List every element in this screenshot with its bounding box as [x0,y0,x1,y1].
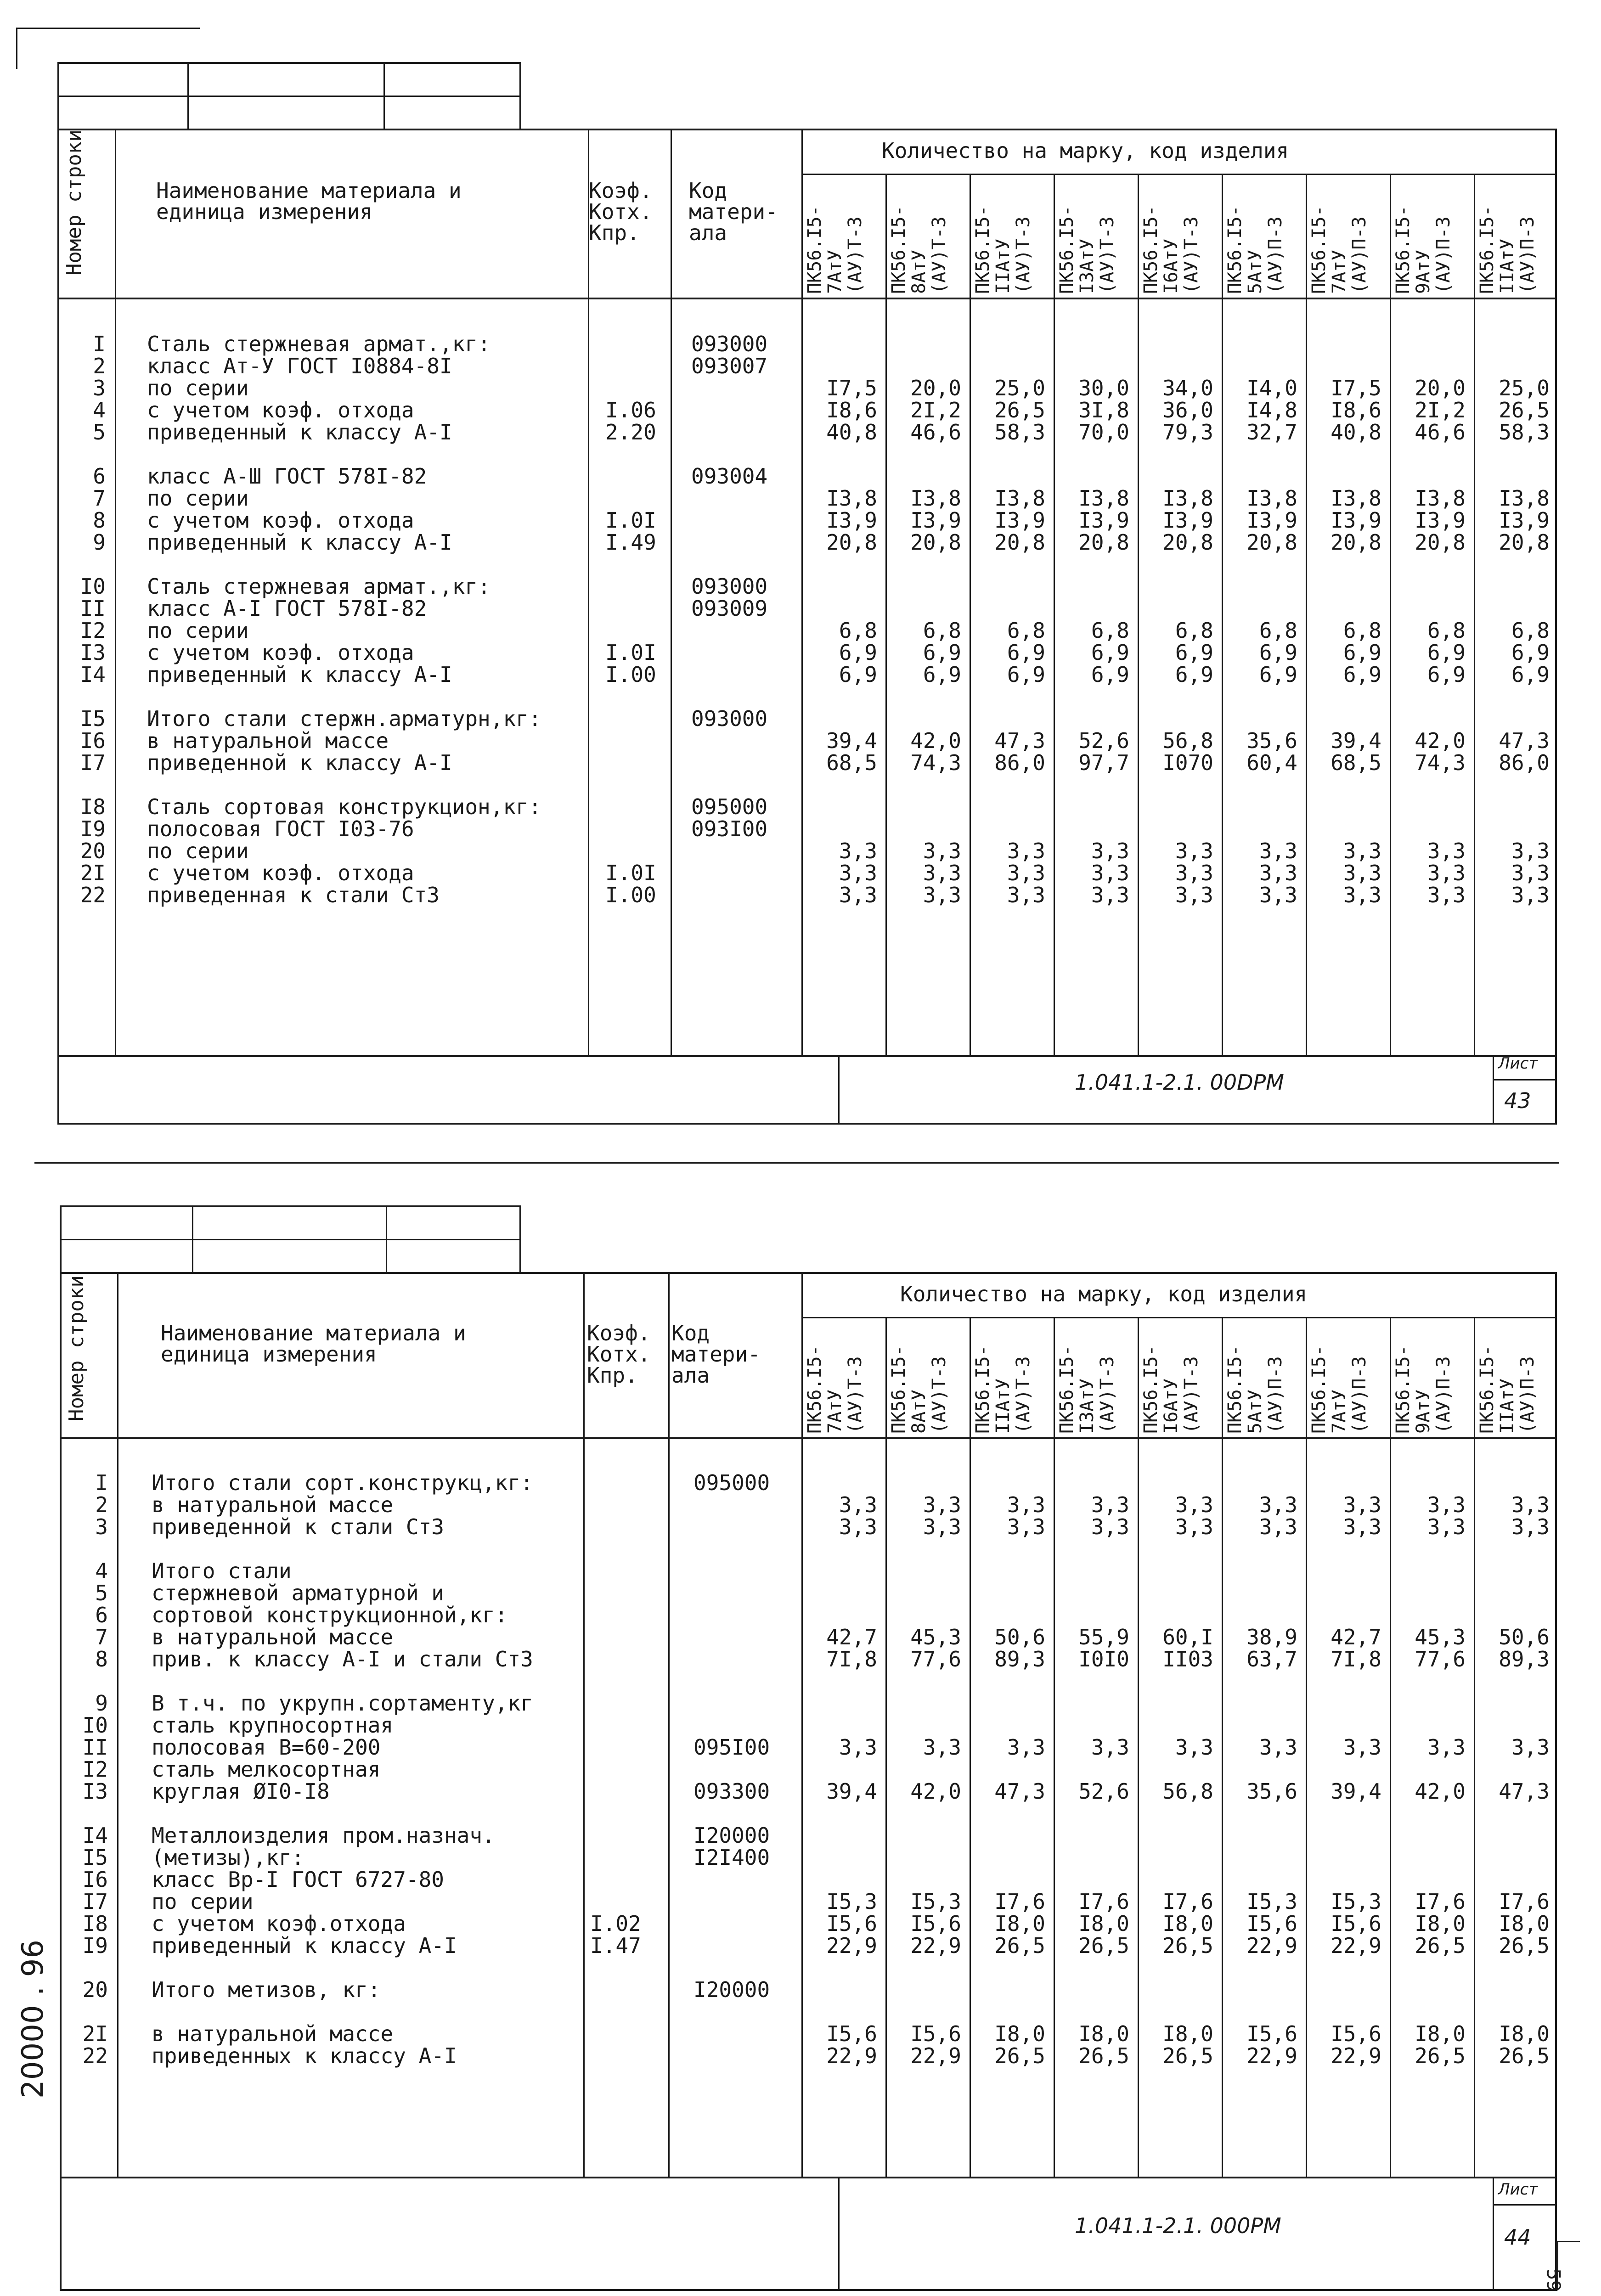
product-header: ПК56.I5- 5АтУ (АУ)П-3 [1224,1345,1286,1434]
product-header: ПК56.I5- 7АтУ (АУ)П-3 [1308,1345,1370,1434]
sheet-number: 44 [1504,2225,1531,2250]
values-column: 3,3 3,3 45,3 77,6 3,3 42,0 I7,6 I8,0 26,5 I8,0 26,5 [1415,1492,1466,2068]
values-column: 3,3 3,3 55,9 I0I0 3,3 52,6 I7,6 I8,0 26,5 I8,0 26,5 [1078,1492,1129,2068]
product-header: ПК56.I5- 7АтУ (АУ)Т-3 [804,205,866,294]
sheet-label: Лист [1498,1054,1538,1073]
material-name-header: Наименование материала и единица измерения [161,1321,466,1367]
product-header: ПК56.I5- I6АтУ (АУ)Т-3 [1140,205,1202,294]
material-names: Сталь стержневая армат.,кг: класс Ат-У ГОСТ I0884-8I по серии с учетом коэф. отхода приведенный к классу А-I класс А-Ш ГОСТ 578I-82 по серии с учетом коэф. отхода приведенный к классу А-I Сталь стержневая армат.,кг: класс А-I ГОСТ 578I-82 по серии с учетом коэф. отхода приведенный к классу А-I Итого стали стержн.арматурн,кг: в натуральной массе приведенной к классу А-I Сталь сортовая конструкцион,кг: полосовая ГОСТ I03-76 по серии с учетом коэф. отхода приведенная к стали Ст3 [147,332,541,907]
product-header: ПК56.I5- 7АтУ (АУ)П-3 [1308,205,1370,294]
values-column: 3,3 3,3 50,6 89,3 3,3 47,3 I7,6 I8,0 26,5 I8,0 26,5 [1499,1492,1550,2068]
coefficients: I.02 I.47 [590,1911,641,1958]
product-header: ПК56.I5- IIАтУ (АУ)П-3 [1477,205,1538,294]
values-column: 30,0 3I,8 70,0 I3,8 I3,9 20,8 6,8 6,9 6,9 52,6 97,7 3,3 3,3 3,3 [1078,376,1129,907]
values-column: I7,5 I8,6 40,8 I3,8 I3,9 20,8 6,8 6,9 6,9 39,4 68,5 3,3 3,3 3,3 [826,376,877,907]
values-column: I7,5 I8,6 40,8 I3,8 I3,9 20,8 6,8 6,9 6,9 39,4 68,5 3,3 3,3 3,3 [1330,376,1381,907]
values-column: 3,3 3,3 38,9 63,7 3,3 35,6 I5,3 I5,6 22,9 I5,6 22,9 [1246,1492,1297,2068]
product-header: ПК56.I5- IIАтУ (АУ)Т-3 [972,1345,1034,1434]
archive-stamp: 20000 . 96 [16,1939,50,2099]
sheet-label: Лист [1498,2180,1538,2199]
values-column: 25,0 26,5 58,3 I3,8 I3,9 20,8 6,8 6,9 6,9 47,3 86,0 3,3 3,3 3,3 [1499,376,1550,907]
product-header: ПК56.I5- I6АтУ (АУ)Т-3 [1140,1345,1202,1434]
document-code: 1.041.1-2.1. 000PM [1075,2213,1281,2238]
qty-title: Количество на марку, код изделия [900,1282,1308,1306]
values-column: 20,0 2I,2 46,6 I3,8 I3,9 20,8 6,8 6,9 6,9 42,0 74,3 3,3 3,3 3,3 [910,376,961,907]
material-name-header: Наименование материала и единица измерения [156,178,462,224]
product-header: ПК56.I5- 8АтУ (АУ)Т-3 [888,205,950,294]
material-code-header: Код матери- ала [689,178,778,245]
product-header: ПК56.I5- IIАтУ (АУ)П-3 [1477,1345,1538,1434]
coefficients: I.06 2.20 I.0I I.49 I.0I I.00 I.0I I.00 [605,398,656,907]
page-separator [34,1162,1559,1164]
values-column: 3,3 3,3 60,I II03 3,3 56,8 I7,6 I8,0 26,5 I8,0 26,5 [1162,1492,1213,2068]
sheet-number: 43 [1504,1088,1531,1113]
row-numbers: I 2 3 4 5 6 7 8 9 I0 II I2 I3 I4 I5 I6 I7 I8 I9 20 2I 22 [82,1470,108,2068]
product-header: ПК56.I5- 9АтУ (АУ)П-3 [1392,1345,1454,1434]
values-column: 3,3 3,3 45,3 77,6 3,3 42,0 I5,3 I5,6 22,9 I5,6 22,9 [910,1492,961,2068]
qty-title: Количество на марку, код изделия [882,138,1289,163]
coef-header: Коэф. Котх. Кпр. [589,178,653,245]
product-header: ПК56.I5- 7АтУ (АУ)Т-3 [804,1345,866,1434]
product-header: ПК56.I5- IIАтУ (АУ)Т-3 [972,205,1034,294]
product-header: ПК56.I5- I3АтУ (АУ)Т-3 [1056,1345,1118,1434]
material-code-header: Код матери- ала [671,1321,761,1388]
coef-header: Коэф. Котх. Кпр. [587,1321,651,1388]
row-numbers: I 2 3 4 5 6 7 8 9 I0 II I2 I3 I4 I5 I6 I7 I8 I9 20 2I 22 [80,332,106,907]
row-number-header: Номер строки [62,129,86,276]
product-header: ПК56.I5- 8АтУ (АУ)Т-3 [888,1345,950,1434]
material-codes: 095000 095I00 093300 I20000 I2I400 I20000 [693,1470,770,2002]
material-names: Итого стали сорт.конструкц,кг: в натуральной массе приведенной к стали Ст3 Итого стали стержневой арматурной и сортовой конструкционной,кг: в натуральной массе прив. к классу А-I и стали Ст3 В т.ч. по укрупн.сортаменту,кг сталь крупносортная полосовая В=60-200 сталь мелкосортная круглая ØI0-I8 Металлоизделия пром.назнач. (метизы),кг: класс Вр-I ГОСТ 6727-80 по серии с учетом коэф.отхода приведенный к классу А-I Итого метизов, кг: в натуральной массе приведенных к классу А-I [152,1470,533,2068]
material-codes: 093000 093007 093004 093000 093009 093000 095000 093I00 [691,332,768,841]
values-column: 3,3 3,3 50,6 89,3 3,3 47,3 I7,6 I8,0 26,5 I8,0 26,5 [994,1492,1045,2068]
values-column: 34,0 36,0 79,3 I3,8 I3,9 20,8 6,8 6,9 6,9 56,8 I070 3,3 3,3 3,3 [1162,376,1213,907]
product-header: ПК56.I5- I3АтУ (АУ)Т-3 [1056,205,1118,294]
product-header: ПК56.I5- 9АтУ (АУ)П-3 [1392,205,1454,294]
page-stamp: 59 [1543,2268,1564,2292]
values-column: 3,3 3,3 42,7 7I,8 3,3 39,4 I5,3 I5,6 22,9 I5,6 22,9 [826,1492,877,2068]
values-column: 20,0 2I,2 46,6 I3,8 I3,9 20,8 6,8 6,9 6,9 42,0 74,3 3,3 3,3 3,3 [1415,376,1466,907]
values-column: 3,3 3,3 42,7 7I,8 3,3 39,4 I5,3 I5,6 22,9 I5,6 22,9 [1330,1492,1381,2068]
document-code: 1.041.1-2.1. 00DPM [1075,1070,1284,1095]
row-number-header: Номер строки [65,1275,88,1421]
values-column: I4,0 I4,8 32,7 I3,8 I3,9 20,8 6,8 6,9 6,9 35,6 60,4 3,3 3,3 3,3 [1246,376,1297,907]
product-header: ПК56.I5- 5АтУ (АУ)П-3 [1224,205,1286,294]
values-column: 25,0 26,5 58,3 I3,8 I3,9 20,8 6,8 6,9 6,9 47,3 86,0 3,3 3,3 3,3 [994,376,1045,907]
